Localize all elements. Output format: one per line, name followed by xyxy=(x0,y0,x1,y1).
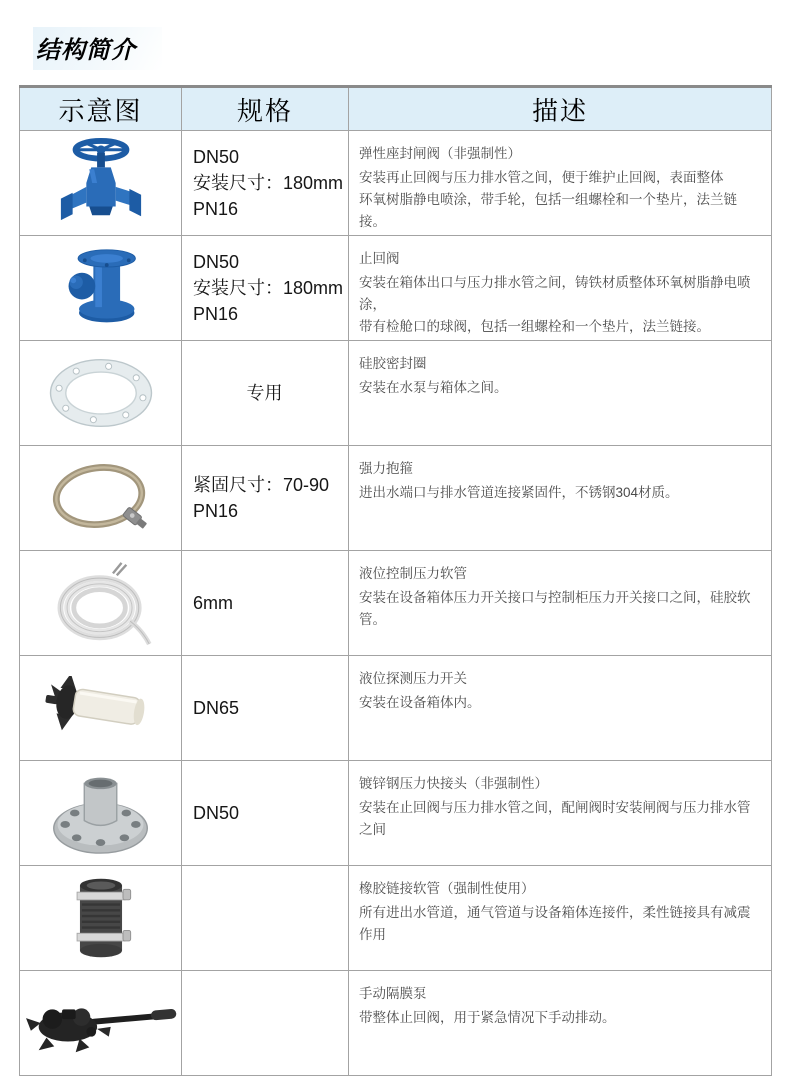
structure-spec-table xyxy=(19,85,772,1076)
diaphragm-pump-image xyxy=(23,1014,179,1031)
schematic-cell xyxy=(20,341,182,446)
description-cell xyxy=(349,551,772,656)
table-header-row xyxy=(20,87,772,131)
table-row xyxy=(20,656,772,761)
table-row xyxy=(20,866,772,971)
spec-cell xyxy=(182,446,349,551)
schematic-cell xyxy=(20,446,182,551)
desc-title: 镀锌钢压力快接头（非强制性） xyxy=(359,776,548,791)
schematic-cell xyxy=(20,236,182,341)
galvanized-coupling-image xyxy=(45,804,157,821)
desc-line: 带有检舱口的球阀，包括一组螺栓和一个垫片，法兰链接。 xyxy=(359,319,710,334)
gate-valve-image xyxy=(51,174,151,191)
desc-title: 橡胶链接软管（强制性使用） xyxy=(359,881,535,896)
spec-cell xyxy=(182,551,349,656)
header-spec: 规格 xyxy=(182,87,349,131)
desc-line: 带整体止回阀，用于紧急情况下手动排动。 xyxy=(359,1010,616,1025)
spec-line: DN50 xyxy=(193,147,240,167)
header-description: 描述 xyxy=(349,87,772,131)
spec-line: PN16 xyxy=(193,304,239,324)
desc-line: 安装在止回阀与压力排水管之间，配闸阀时安装闸阀与压力排水管之间 xyxy=(359,800,751,837)
desc-title: 液位控制压力软管 xyxy=(359,566,467,581)
spec-cell xyxy=(182,341,349,446)
schematic-cell xyxy=(20,971,182,1076)
spec-line: 紧固尺寸：70-90 xyxy=(193,475,330,495)
spec-line: 6mm xyxy=(193,593,233,613)
description-cell xyxy=(349,236,772,341)
description-cell xyxy=(349,341,772,446)
spec-cell xyxy=(182,131,349,236)
pressure-switch-image xyxy=(44,699,158,716)
desc-title: 硅胶密封圈 xyxy=(359,356,427,371)
desc-title: 液位探测压力开关 xyxy=(359,671,467,686)
description-cell xyxy=(349,656,772,761)
spec-cell xyxy=(182,236,349,341)
spec-line: DN65 xyxy=(193,698,240,718)
schematic-cell xyxy=(20,131,182,236)
rubber-hose-image xyxy=(60,909,142,926)
schematic-cell xyxy=(20,866,182,971)
desc-line: 所有进出水管道，通气管道与设备箱体连接件，柔性链接具有减震作用 xyxy=(359,905,751,942)
desc-line: 安装在设备箱体压力开关接口与控制柜压力开关接口之间，硅胶软管。 xyxy=(359,590,751,627)
table-row xyxy=(20,551,772,656)
check-valve-image xyxy=(53,279,149,296)
spec-line: PN16 xyxy=(193,199,239,219)
spec-line: DN50 xyxy=(193,252,240,272)
hose-clamp-image xyxy=(47,489,155,506)
desc-title: 弹性座封闸阀（非强制性） xyxy=(359,146,521,161)
table-row xyxy=(20,971,772,1076)
page-title: 结构简介 xyxy=(33,27,162,70)
schematic-cell xyxy=(20,551,182,656)
spec-cell xyxy=(182,761,349,866)
spec-cell xyxy=(182,971,349,1076)
description-cell xyxy=(349,131,772,236)
desc-line: 安装再止回阀与压力排水管之间，便于维护止回阀，表面整体 xyxy=(359,170,724,185)
description-cell xyxy=(349,971,772,1076)
spec-line: 专用 xyxy=(246,383,283,403)
pressure-hose-coil-image xyxy=(45,594,157,611)
spec-cell xyxy=(182,866,349,971)
table-row xyxy=(20,446,772,551)
schematic-cell xyxy=(20,761,182,866)
table-row xyxy=(20,131,772,236)
table-row xyxy=(20,341,772,446)
spec-cell xyxy=(182,656,349,761)
description-cell xyxy=(349,446,772,551)
header-schematic: 示意图 xyxy=(20,87,182,131)
desc-line: 安装在设备箱体内。 xyxy=(359,695,481,710)
desc-title: 手动隔膜泵 xyxy=(359,986,427,1001)
schematic-cell xyxy=(20,656,182,761)
description-cell xyxy=(349,761,772,866)
description-cell xyxy=(349,866,772,971)
desc-line: 进出水端口与排水管道连接紧固件，不锈钢304材质。 xyxy=(359,485,679,500)
table-row xyxy=(20,761,772,866)
desc-title: 强力抱箍 xyxy=(359,461,413,476)
spec-line: 安装尺寸：180mm xyxy=(193,173,344,193)
spec-line: DN50 xyxy=(193,803,240,823)
table-row xyxy=(20,236,772,341)
desc-line: 安装在箱体出口与压力排水管之间，铸铁材质整体环氧树脂静电喷涂， xyxy=(359,275,751,312)
desc-title: 止回阀 xyxy=(359,251,400,266)
spec-line: 安装尺寸：180mm xyxy=(193,278,344,298)
spec-line: PN16 xyxy=(193,501,239,521)
desc-line: 环氧树脂静电喷涂，带手轮，包括一组螺栓和一个垫片，法兰链接。 xyxy=(359,192,737,229)
desc-line: 安装在水泵与箱体之间。 xyxy=(359,380,508,395)
silicone-gasket-image xyxy=(42,384,160,401)
